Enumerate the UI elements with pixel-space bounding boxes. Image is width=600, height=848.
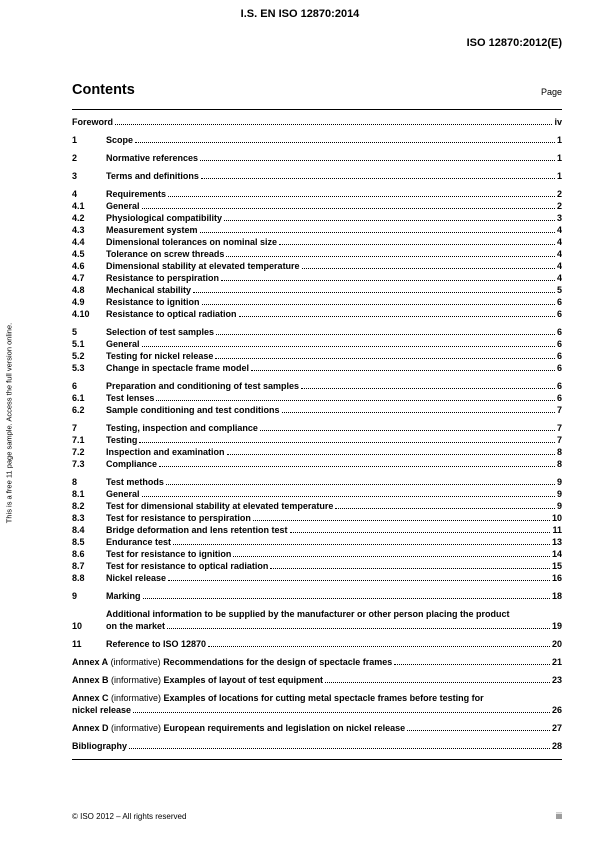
toc-entry-6[interactable] [72,380,562,392]
standard-designation-right: ISO 12870:2012(E) [466,37,562,49]
toc-entry-label: Reference to ISO 12870 [106,639,207,649]
toc-entry-6-1[interactable] [72,392,562,404]
toc-entry-8-7[interactable] [72,560,562,572]
toc-entry-number: 4.9 [72,297,85,307]
toc-entry-page: 9 [556,477,562,487]
toc-entry-page: 9 [556,501,562,511]
toc-entry-page: 23 [551,675,562,685]
toc-entry-7-3[interactable] [72,458,562,470]
toc-entry-annex-d[interactable] [72,722,562,734]
toc-entry-label: Endurance test [106,537,172,547]
toc-entry-8-1[interactable] [72,488,562,500]
leader-dots [193,292,555,293]
toc-entry-page: 6 [556,339,562,349]
annex-informative: (informative) [108,723,164,733]
toc-entry-label: Mechanical stability [106,285,192,295]
toc-entry-label: Dimensional tolerances on nominal size [106,237,278,247]
toc-entry-number: 8.6 [72,549,85,559]
toc-entry-page: 26 [551,705,562,715]
toc-entry-page: 6 [556,393,562,403]
toc-entry-number: 4.5 [72,249,85,259]
toc-entry-page: 6 [556,351,562,361]
toc-bottom-rule [72,759,562,760]
leader-dots [290,532,551,533]
toc-entry-number: 8.8 [72,573,85,583]
toc-entry-page: 4 [556,261,562,271]
toc-entry-label-line1: Additional information to be supplied by the manufacturer or other person placing the product [106,609,510,619]
standard-designation-top: I.S. EN ISO 12870:2014 [240,8,360,20]
toc-entry-number: 10 [72,621,83,631]
toc-entry-bibliography[interactable] [72,740,562,752]
toc-entry-page: 15 [551,561,562,571]
toc-entry-page: 4 [556,225,562,235]
leader-dots [135,142,555,143]
toc-entry-label: Bibliography [72,741,128,751]
annex-prefix: Annex B [72,675,109,685]
toc-entry-number: 8.4 [72,525,85,535]
toc-entry-label: Test for resistance to perspiration [106,513,251,523]
toc-entry-7-1[interactable] [72,434,562,446]
toc-entry-label: Terms and definitions [106,171,199,181]
toc-entry-page: 18 [551,591,562,601]
toc-entry-page: 9 [556,489,562,499]
toc-entry-5-2[interactable] [72,350,562,362]
toc-entry-page: 7 [556,423,562,433]
toc-entry-label: Test methods [106,477,164,487]
annex-informative: (informative) [108,693,164,703]
toc-entry-page: 6 [556,327,562,337]
toc-entry-number: 4.10 [72,309,90,319]
toc-entry-page: 7 [556,405,562,415]
toc-entry-number: 7.3 [72,459,85,469]
toc-entry-page: 2 [556,201,562,211]
leader-dots [282,412,555,413]
toc-entry-5-3[interactable] [72,362,562,374]
toc-entry-label: Resistance to perspiration [106,273,220,283]
leader-dots [139,442,555,443]
toc-entry-label: Nickel release [106,573,167,583]
annex-prefix: Annex A [72,657,109,667]
toc-entry-8-5[interactable] [72,536,562,548]
toc-entry-page: iv [554,117,562,127]
toc-entry-label: Recommendations for the design of spectacle frames [163,657,393,667]
toc-entry-number: 4 [72,189,78,199]
leader-dots [253,520,550,521]
leader-dots [133,712,550,713]
leader-dots [201,178,555,179]
toc-entry-page: 7 [556,435,562,445]
toc-entry-label: Dimensional stability at elevated temperature [106,261,300,271]
toc-entry-number: 7.1 [72,435,85,445]
toc-entry-page: 8 [556,447,562,457]
leader-dots [129,748,550,749]
sample-side-note: This is a free 11 page sample. Access the full version online. [4,322,14,524]
toc-entry-number: 2 [72,153,78,163]
toc-entry-label: European requirements and legislation on nickel release [163,723,406,733]
toc-entry-page: 2 [556,189,562,199]
toc-entry-page: 3 [556,213,562,223]
toc-entry-8-6[interactable] [72,548,562,560]
toc-entry-label: Test for resistance to optical radiation [106,561,269,571]
toc-entry-number: 8.1 [72,489,85,499]
toc-entry-label: Sample conditioning and test conditions [106,405,280,415]
toc-entry-label: Testing, inspection and compliance [106,423,258,433]
toc-entry-8-2[interactable] [72,500,562,512]
toc-entry-label: Physiological compatibility [106,213,223,223]
toc-entry-page: 6 [556,297,562,307]
toc-entry-page: 21 [551,657,562,667]
leader-dots [325,682,550,683]
toc-entry-label: Resistance to optical radiation [106,309,237,319]
toc-entry-label-line1 [72,692,551,704]
annex-informative: (informative) [108,675,164,685]
toc-entry-number: 8.2 [72,501,85,511]
leader-dots [168,580,550,581]
leader-dots [215,358,555,359]
leader-dots [200,232,555,233]
page-title: Contents [72,82,135,98]
toc-entry-4-9[interactable] [72,296,562,308]
toc-entry-number: 7 [72,423,78,433]
toc-entry-number: 8.3 [72,513,85,523]
toc-entry-page: 16 [551,573,562,583]
toc-entry-number: 6.1 [72,393,85,403]
toc-entry-label: General [106,489,140,499]
toc-entry-page: 6 [556,363,562,373]
toc-entry-number: 7.2 [72,447,85,457]
toc-entry-number: 1 [72,135,78,145]
toc-entry-label: Selection of test samples [106,327,215,337]
toc-entry-2[interactable] [72,152,562,164]
leader-dots [224,220,555,221]
toc-entry-4-1[interactable] [72,200,562,212]
toc-entry-label: Measurement system [106,225,198,235]
leader-dots [159,466,555,467]
toc-entry-label-line2: on the market [106,621,166,631]
toc-entry-number: 8.5 [72,537,85,547]
toc-entry-page: 20 [551,639,562,649]
leader-dots [221,280,555,281]
toc-entry-number: 4.3 [72,225,85,235]
table-of-contents [72,110,562,752]
toc-entry-annex-c[interactable] [72,692,562,716]
copyright-notice: © ISO 2012 – All rights reserved [72,812,187,821]
toc-entry-label-line2: nickel release [72,705,132,715]
toc-entry-4-3[interactable] [72,224,562,236]
toc-entry-4-6[interactable] [72,260,562,272]
toc-entry-number: 4.2 [72,213,85,223]
toc-entry-label: Examples of layout of test equipment [163,675,324,685]
toc-entry-number: 5 [72,327,78,337]
toc-entry-label: Examples of locations for cutting metal spectacle frames before testing for [163,693,484,703]
toc-entry-number: 6 [72,381,78,391]
toc-entry-page: 8 [556,459,562,469]
toc-entry-1[interactable] [72,134,562,146]
toc-entry-page: 4 [556,249,562,259]
leader-dots [260,430,555,431]
leader-dots [143,598,550,599]
toc-entry-number: 8.7 [72,561,85,571]
toc-entry-label: Preparation and conditioning of test samples [106,381,300,391]
toc-entry-label: Testing for nickel release [106,351,214,361]
leader-dots [301,388,555,389]
leader-dots [167,628,550,629]
toc-entry-4-5[interactable] [72,248,562,260]
leader-dots [239,316,555,317]
toc-entry-page: 1 [556,153,562,163]
toc-entry-page: 5 [556,285,562,295]
toc-entry-5-1[interactable] [72,338,562,350]
toc-entry-number: 4.8 [72,285,85,295]
leader-dots [407,730,550,731]
leader-dots [200,160,555,161]
page-column-label: Page [540,87,562,97]
toc-entry-9[interactable] [72,590,562,602]
toc-entry-number: 5.1 [72,339,85,349]
toc-entry-label: Testing [106,435,138,445]
leader-dots [226,256,555,257]
toc-entry-label: Bridge deformation and lens retention test [106,525,288,535]
toc-entry-number: 6.2 [72,405,85,415]
toc-entry-page: 11 [552,525,562,535]
leader-dots [168,196,555,197]
toc-entry-number: 4.1 [72,201,85,211]
leader-dots [115,124,552,125]
toc-entry-4-8[interactable] [72,284,562,296]
leader-dots [166,484,555,485]
toc-entry-number: 4.6 [72,261,85,271]
leader-dots [208,646,550,647]
toc-entry-10[interactable] [72,608,562,632]
leader-dots [335,508,555,509]
toc-entry-annex-b[interactable] [72,674,562,686]
toc-entry-4-2[interactable] [72,212,562,224]
leader-dots [156,400,555,401]
toc-entry-label: Test for dimensional stability at elevated temperature [106,501,334,511]
toc-entry-number: 8 [72,477,78,487]
toc-entry-label: Foreword [72,117,114,127]
toc-entry-page: 6 [556,381,562,391]
toc-entry-label: General [106,201,140,211]
toc-entry-label: Inspection and examination [106,447,225,457]
leader-dots [251,370,555,371]
toc-entry-number: 9 [72,591,78,601]
annex-prefix: Annex C [72,693,109,703]
toc-entry-number: 4.7 [72,273,85,283]
toc-entry-number: 4.4 [72,237,85,247]
toc-entry-page: 13 [551,537,562,547]
toc-entry-page: 6 [556,309,562,319]
toc-entry-8-3[interactable] [72,512,562,524]
toc-entry-7[interactable] [72,422,562,434]
annex-prefix: Annex D [72,723,109,733]
toc-entry-8-4[interactable] [72,524,562,536]
leader-dots [202,304,555,305]
leader-dots [142,208,555,209]
toc-entry-page: 1 [556,171,562,181]
toc-entry-4-4[interactable] [72,236,562,248]
toc-entry-label: Change in spectacle frame model [106,363,250,373]
toc-entry-page: 19 [551,621,562,631]
toc-entry-label: Compliance [106,459,158,469]
toc-entry-foreword[interactable] [72,116,562,128]
toc-entry-page: 4 [556,273,562,283]
toc-entry-page: 28 [551,741,562,751]
toc-entry-page: 4 [556,237,562,247]
toc-entry-label: Marking [106,591,141,601]
toc-entry-page: 14 [551,549,562,559]
toc-entry-7-2[interactable] [72,446,562,458]
toc-entry-5[interactable] [72,326,562,338]
toc-entry-page: 27 [551,723,562,733]
toc-entry-4[interactable] [72,188,562,200]
toc-entry-label: Normative references [106,153,199,163]
leader-dots [216,334,555,335]
toc-entry-number: 3 [72,171,78,181]
toc-entry-annex-a[interactable] [72,656,562,668]
toc-entry-label: Requirements [106,189,167,199]
toc-entry-11[interactable] [72,638,562,650]
toc-entry-label: Test for resistance to ignition [106,549,232,559]
leader-dots [302,268,555,269]
toc-entry-label: Scope [106,135,134,145]
toc-entry-8-8[interactable] [72,572,562,584]
toc-entry-number: 5.3 [72,363,85,373]
toc-entry-6-2[interactable] [72,404,562,416]
toc-entry-8[interactable] [72,476,562,488]
annex-informative: (informative) [108,657,164,667]
toc-entry-number: 11 [72,639,82,649]
toc-entry-page: 1 [556,135,562,145]
leader-dots [227,454,555,455]
toc-entry-label: Tolerance on screw threads [106,249,225,259]
leader-dots [279,244,555,245]
leader-dots [270,568,550,569]
toc-entry-number: 5.2 [72,351,85,361]
leader-dots [173,544,550,545]
leader-dots [142,346,555,347]
leader-dots [142,496,555,497]
toc-entry-label: Test lenses [106,393,155,403]
toc-entry-4-7[interactable] [72,272,562,284]
leader-dots [394,664,550,665]
page-number: iii [556,811,562,821]
toc-entry-page: 10 [551,513,562,523]
leader-dots [233,556,550,557]
toc-entry-3[interactable] [72,170,562,182]
toc-entry-label: Resistance to ignition [106,297,200,307]
toc-entry-label: General [106,339,140,349]
toc-entry-4-10[interactable] [72,308,562,320]
